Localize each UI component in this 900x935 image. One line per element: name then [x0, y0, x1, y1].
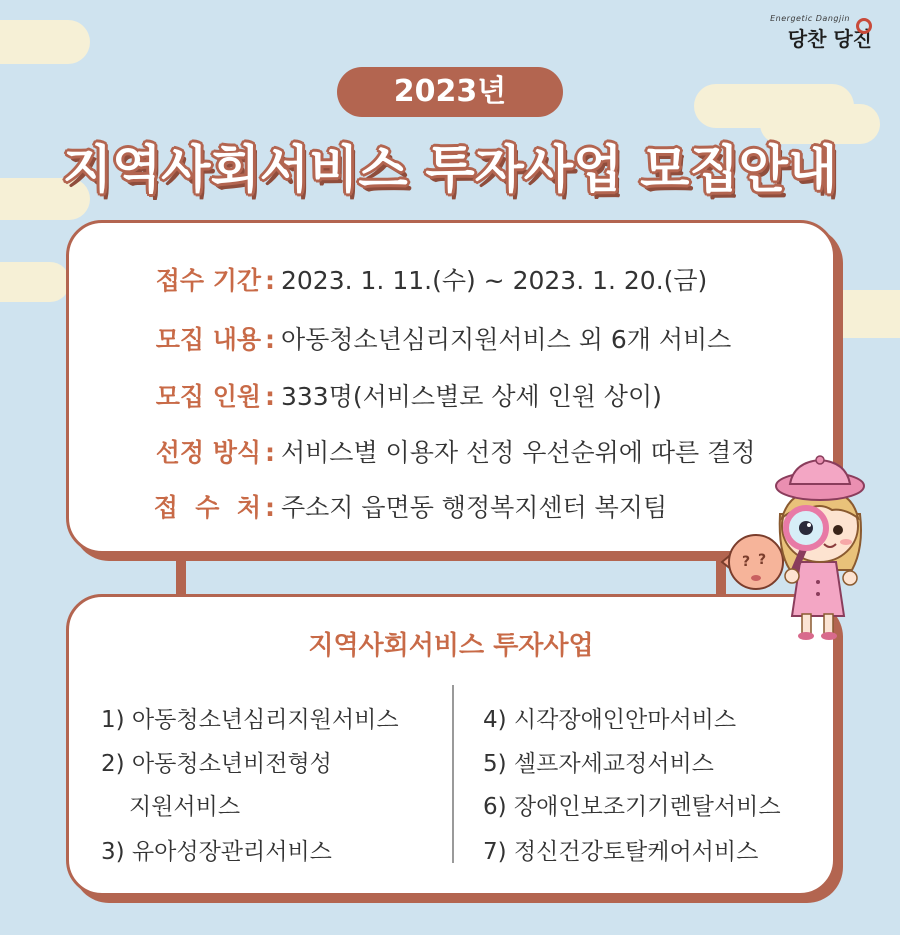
dangjin-logo [770, 14, 872, 52]
service-item: 4) 시각장애인안마서비스 [483, 707, 737, 733]
logo-mark-icon [856, 18, 872, 34]
info-value: 서비스별 이용자 선정 우선순위에 따른 결정 [281, 438, 756, 467]
cloud-decoration [0, 20, 90, 64]
question-mascot-icon [722, 535, 783, 589]
info-value: 아동청소년심리지원서비스 외 6개 서비스 [281, 325, 732, 354]
logo-tagline: Energetic Dangjin [770, 14, 850, 23]
services-title: 지역사회서비스 투자사업 [308, 631, 594, 661]
svg-text:?: ? [742, 554, 751, 570]
info-row-period [143, 261, 707, 297]
info-label: 접수 기간 [155, 266, 261, 295]
service-item: 6) 장애인보조기기렌탈서비스 [483, 794, 781, 820]
info-value: 2023. 1. 11.(수) ~ 2023. 1. 20.(금) [281, 266, 708, 295]
info-label: 모집 내용 [155, 325, 261, 354]
info-row-office [143, 488, 667, 524]
column-divider [452, 685, 454, 863]
info-row-content [143, 320, 731, 356]
colon: : [265, 438, 275, 467]
info-value: 주소지 읍면동 행정복지센터 복지팀 [281, 493, 668, 522]
info-row-headcount [143, 377, 662, 413]
service-item: 2) 아동청소년비전형성 [101, 751, 332, 777]
service-item: 7) 정신건강토탈케어서비스 [483, 839, 759, 865]
service-item: 5) 셀프자세교정서비스 [483, 751, 714, 777]
colon: : [265, 266, 275, 295]
mascot-detective-illustration [720, 452, 890, 642]
info-label: 접 수 처 [153, 493, 261, 522]
info-row-selection [143, 433, 755, 469]
service-item: 1) 아동청소년심리지원서비스 [101, 707, 399, 733]
service-item-continued: 지원서비스 [129, 794, 241, 820]
colon: : [265, 382, 275, 411]
info-label: 선정 방식 [155, 438, 261, 467]
colon: : [265, 325, 275, 354]
year-badge: 2023년 [337, 67, 563, 117]
info-value: 333명(서비스별로 상세 인원 상이) [281, 382, 662, 411]
service-item: 3) 유아성장관리서비스 [101, 839, 332, 865]
cloud-decoration [0, 262, 70, 302]
svg-text:?: ? [758, 552, 767, 568]
info-label: 모집 인원 [155, 382, 261, 411]
colon: : [265, 493, 275, 522]
logo-name: 당찬 당진 [787, 27, 872, 51]
page-title: 지역사회서비스 투자사업 모집안내 [62, 141, 838, 200]
